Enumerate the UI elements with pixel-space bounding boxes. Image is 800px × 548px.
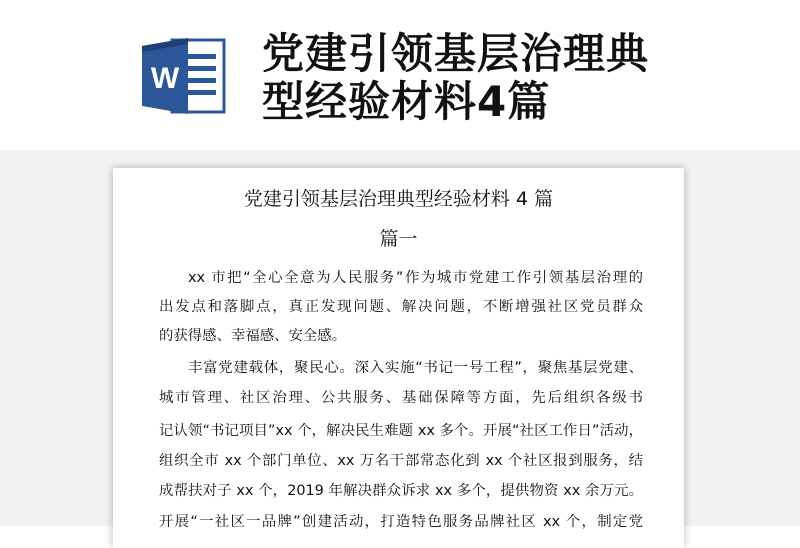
document-title: 党建引领基层治理典型经验材料 4 篇 <box>243 188 554 210</box>
paragraph-line: 出发点和落脚点，真正发现问题、解决问题，不断增强社区党员群众 <box>159 299 643 315</box>
paragraph-line: 记认领“书记项目”xx 个，解决民生难题 xx 多个。开展“社区工作日”活动， <box>159 423 643 439</box>
word-document-icon <box>142 36 228 116</box>
paragraph-line: 组织全市 xx 个部门单位、xx 万名干部常态化到 xx 个社区报到服务，结 <box>159 453 643 469</box>
paragraph-line: 的获得感、幸福感、安全感。 <box>159 328 347 344</box>
page-title-line-2: 型经验材料4篇 <box>262 77 551 126</box>
header <box>0 0 800 150</box>
page-title-line-1: 党建引领基层治理典 <box>262 29 650 78</box>
paragraph-line: 成帮扶对子 xx 个，2019 年解决群众诉求 xx 多个，提供物资 xx 余万元。 <box>159 483 643 499</box>
document-subtitle: 篇一 <box>379 228 418 250</box>
document-page <box>113 168 684 548</box>
paragraph-line: 开展“一社区一品牌”创建活动，打造特色服务品牌社区 xx 个，制定党 <box>159 514 643 530</box>
word-icon-letter: W <box>150 62 180 95</box>
paragraph-line: 丰富党建载体，聚民心。深入实施“书记一号工程”，聚焦基层党建、 <box>188 360 643 376</box>
paragraph-line: 城市管理、社区治理、公共服务、基础保障等方面，先后组织各级书 <box>159 390 643 406</box>
page-title <box>262 30 742 126</box>
paragraph-line: xx 市把“全心全意为人民服务”作为城市党建工作引领基层治理的 <box>188 270 643 286</box>
